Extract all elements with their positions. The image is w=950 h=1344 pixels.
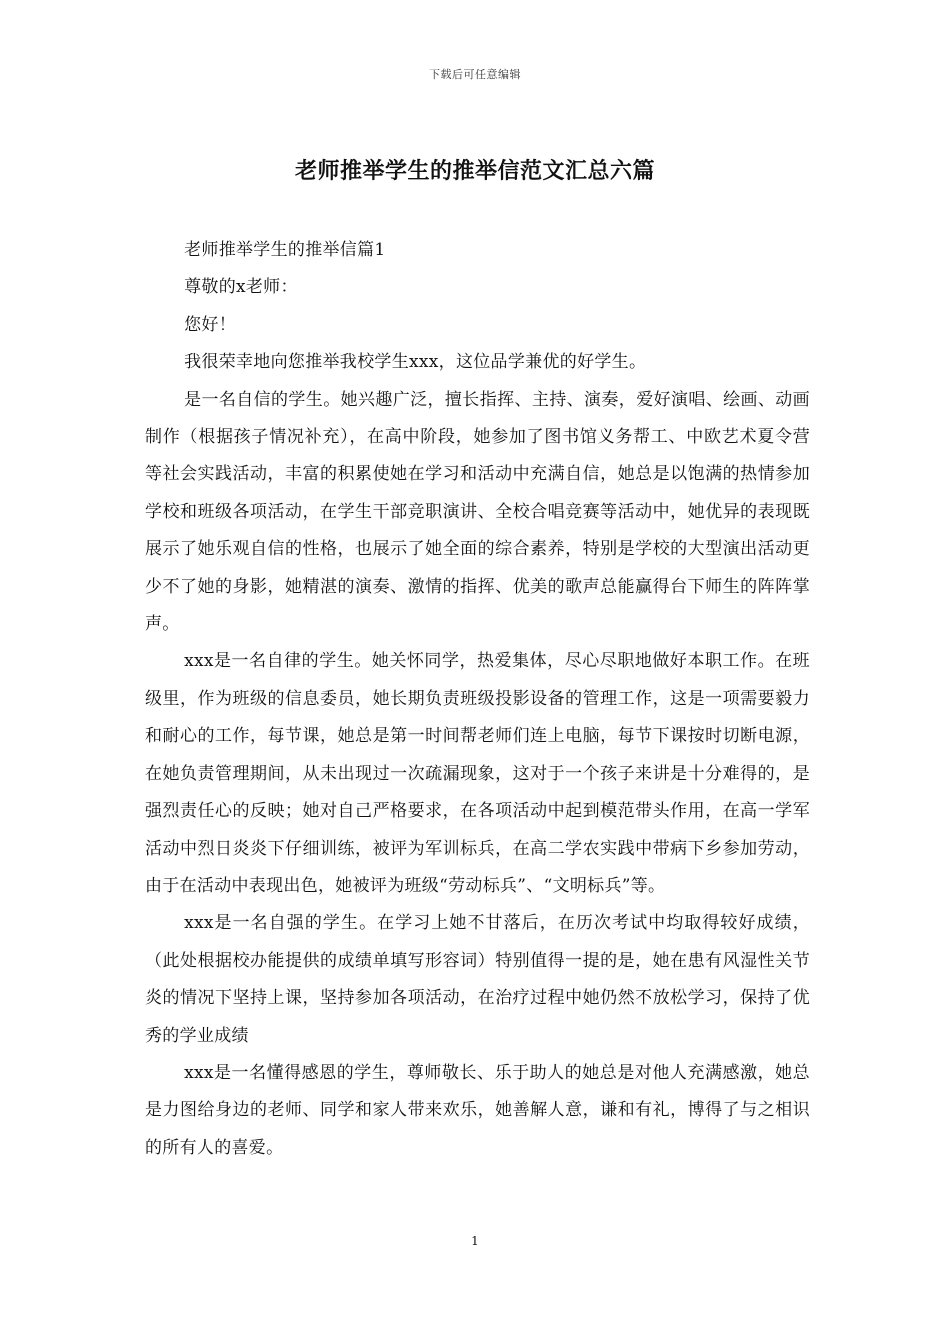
paragraph-self-disciplined: xxx是一名自律的学生。她关怀同学，热爱集体，尽心尽职地做好本职工作。在班级里，作为班级的信息委员，她长期负责班级投影设备的管理工作，这是一项需要毅力和耐心的工作，每节课，她总是第一时间帮老师们连上电脑，每节下课按时切断电源，在她负责管理期间，从未出现过一次疏漏现象，这对于一个孩子来讲是十分难得的，是强烈责任心的反映；她对自己严格要求，在各项活动中起到模范带头作用，在高一学军活动中烈日炎炎下仔细训练，被评为军训标兵，在高二学农实践中带病下乡参加劳动，由于在活动中表现出色，她被评为班级“劳动标兵”、“文明标兵”等。 <box>145 651 810 896</box>
paragraph-greeting: 您好！ <box>184 314 236 335</box>
paragraph-confident: 是一名自信的学生。她兴趣广泛，擅长指挥、主持、演奏，爱好演唱、绘画、动画制作（根据孩子情况补充），在高中阶段，她参加了图书馆义务帮工、中欧艺术夏令营等社会实践活动，丰富的积累使她在学习和活动中充满自信，她总是以饱满的热情参加学校和班级各项活动，在学生干部竞职演讲、全校合唱竞赛等活动中，她优异的表现既展示了她乐观自信的性格，也展示了她全面的综合素养，特别是学校的大型演出活动更少不了她的身影，她精湛的演奏、激情的指挥、优美的歌声总能赢得台下师生的阵阵掌声。 <box>145 389 810 635</box>
paragraph-section-heading: 老师推举学生的推举信篇1 <box>184 240 386 260</box>
paragraph-introduction: 我很荣幸地向您推举我校学生xxx，这位品学兼优的好学生。 <box>184 352 647 373</box>
paragraph-salutation: 尊敬的x老师： <box>184 277 298 298</box>
header-note: 下载后可任意编辑 <box>429 68 521 81</box>
document-title: 老师推举学生的推举信范文汇总六篇 <box>294 158 655 184</box>
paragraph-grateful: xxx是一名懂得感恩的学生，尊师敬长、乐于助人的她总是对他人充满感激，她总是力图给身边的老师、同学和家人带来欢乐，她善解人意，谦和有礼，博得了与之相识的所有人的喜爱。 <box>145 1062 810 1158</box>
paragraph-self-improving: xxx是一名自强的学生。在学习上她不甘落后，在历次考试中均取得较好成绩，（此处根据校办能提供的成绩单填写形容词）特别值得一提的是，她在患有风湿性关节炎的情况下坚持上课，坚持参加各项活动，在治疗过程中她仍然不放松学习，保持了优秀的学业成绩 <box>145 913 810 1046</box>
page-number: 1 <box>471 1234 479 1248</box>
document-body <box>145 232 810 1167</box>
